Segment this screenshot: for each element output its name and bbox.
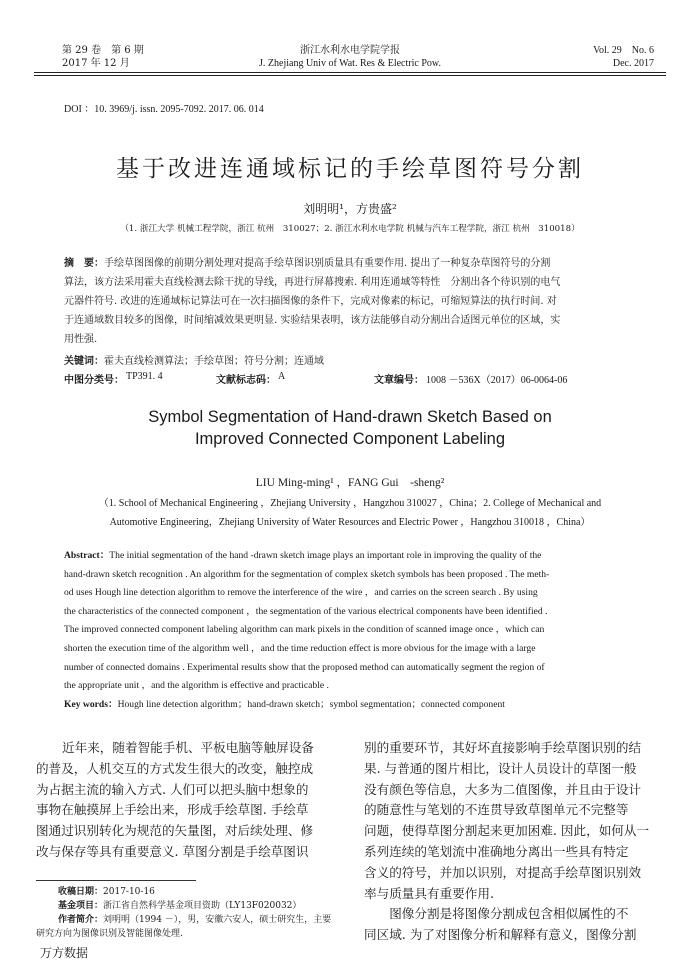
watermark: 万方数据 xyxy=(40,946,89,960)
body-line: 含义的符号，并加以识别，对提高手绘草图识别效 xyxy=(364,864,642,880)
received-value: 2017-10-16 xyxy=(103,887,155,897)
body-line: 果. 与普通的图片相比，设计人员设计的草图一般 xyxy=(364,760,637,776)
author-label: 作者简介： xyxy=(58,915,104,925)
footnote-author xyxy=(36,913,338,927)
keywords-cn-label: 关键词： xyxy=(64,356,104,367)
body-line: 系列连续的笔划流中准确地分离出一些具有特定 xyxy=(364,843,629,859)
abstract-en-line: hand-drawn sketch recognition . An algorithm for the segmentation of complex sketch symbols has been proposed . The meth- xyxy=(64,568,550,580)
body-line: 图像分割是将图像分割成包含相似属性的不 xyxy=(364,906,629,922)
abstract-en-line xyxy=(64,547,638,566)
footnote-rule xyxy=(36,880,196,881)
title-en-line: Improved Connected Component Labeling xyxy=(194,430,506,448)
body-line: 改与保存等具有重要意义. 草图分割是手绘草图识 xyxy=(36,843,309,859)
footnote-author-cont: 研究方向为图像识别及智能图像处理. xyxy=(36,929,183,939)
affiliations-en xyxy=(30,494,670,532)
title-cn: 基于改进连通域标记的手绘草图符号分割 xyxy=(116,156,584,182)
body-line: 问题，使得草图分割起来更加困难. 因此，如何从一 xyxy=(364,823,650,839)
abstract-cn-line: 用性强. xyxy=(64,334,98,345)
fund-value: 浙江省自然科学基金项目资助（LY13F020032） xyxy=(103,901,302,911)
affiliations-en-line: （1. School of Mechanical Engineering ，Zhejiang University ，Hangzhou 310027 ，China；2. College of Mechanical and xyxy=(98,498,602,509)
fund-label: 基金项目： xyxy=(58,901,104,911)
abstract-en-line: the characteristics of the connected component ，the segmentation of the various electrical components have been identified . xyxy=(64,605,548,617)
doc-code-label: 文献标志码： xyxy=(216,375,276,386)
authors-cn: 刘明明¹，方贵盛² xyxy=(303,202,397,216)
header-rule-top xyxy=(34,72,666,73)
abstract-en-line: number of connected domains . Experimental results show that the proposed method can automatically segment the region of xyxy=(64,661,545,673)
clc-value: TP391. 4 xyxy=(126,371,163,382)
keywords-en-label: Key words： xyxy=(64,699,118,710)
article-no-value: 1008 －536X（2017）06-0064-06 xyxy=(426,375,568,386)
body-line: 率与质量具有重要作用. xyxy=(364,885,494,901)
keywords-en-text: Hough line detection algorithm；hand-drawn sketch；symbol segmentation；connected component xyxy=(117,699,505,710)
abstract-cn-label: 摘 要： xyxy=(64,258,104,269)
abstract-cn-line: 算法，该方法采用霍夫直线检测去除干扰的导线，再进行屏幕搜索. 利用连通域等特性 分割出各个待识别的电气 xyxy=(64,277,561,288)
body-line: 图通过识别转化为规范的矢量图，对后续处理、修 xyxy=(36,823,314,839)
header-volume: 第 29 卷 第 6 期 xyxy=(62,45,144,56)
keywords-cn-text: 霍夫直线检测算法；手绘草图；符号分割；连通域 xyxy=(104,356,324,367)
clc-label: 中图分类号： xyxy=(64,375,124,386)
footnote-received xyxy=(36,885,338,899)
received-label: 收稿日期： xyxy=(58,887,104,897)
body-line: 的随意性与笔划的不连贯导致草图单元不完整等 xyxy=(364,802,629,818)
abstract-en xyxy=(64,547,638,696)
header-journal-cn: 浙江水利水电学院学报 xyxy=(300,45,400,56)
article-no-label: 文章编号： xyxy=(374,375,424,386)
abstract-cn-line xyxy=(64,254,638,273)
body-line: 为占据主流的输入方式. 人们可以把头脑中想象的 xyxy=(36,781,309,797)
footnote-fund xyxy=(36,899,338,913)
body-line: 事物在触摸屏上手绘出来，形成手绘草图. 手绘草 xyxy=(36,802,309,818)
abstract-cn-line: 于连通域数目较多的图像，时间缩减效果更明显. 实验结果表明，该方法能够自动分割出合适图元单位的区域，实 xyxy=(64,315,561,326)
abstract-en-text: The initial segmentation of the hand -drawn sketch image plays an important role in improving the quality of the xyxy=(109,550,542,561)
header-volume-en: Vol. 29 No. 6 xyxy=(593,45,654,56)
header-rule-bottom xyxy=(34,75,666,76)
body-line: 没有颜色等信息，大多为二值图像，并且由于设计 xyxy=(364,781,642,797)
abstract-cn-line: 元器件符号. 改进的连通域标记算法可在一次扫描图像的条件下，完成对像素的标记，可缩短算法的执行时间. 对 xyxy=(64,296,557,307)
body-line: 同区域. 为了对图像分析和解释有意义，图像分割 xyxy=(364,927,637,943)
affiliations-en-line: Automotive Engineering，Zhejiang University of Water Resources and Electric Power ，Hangzhou 310018 ，China） xyxy=(109,517,591,528)
doi: DOI ：10. 3969/j. issn. 2095-7092. 2017. 06. 014 xyxy=(64,104,264,115)
header-date-cn: 2017 年 12 月 xyxy=(62,58,130,69)
abstract-cn-text: 手绘草图图像的前期分割处理对提高手绘草图识别质量具有重要作用. 提出了一种复杂草图符号的分割 xyxy=(104,258,551,269)
footnotes xyxy=(36,885,338,941)
body-line: 别的重要环节，其好坏直接影响手绘草图识别的结 xyxy=(364,740,642,755)
abstract-en-label: Abstract： xyxy=(64,550,110,561)
title-en-line: Symbol Segmentation of Hand-drawn Sketch Based on xyxy=(148,408,552,426)
abstract-en-line: shorten the execution time of the algorithm well ，and the time reduction effect is more obvious for the image with a large xyxy=(64,642,536,654)
abstract-en-line: the appropriate unit ，and the algorithm is effective and practicable . xyxy=(64,680,329,692)
abstract-en-line: od uses Hough line detection algorithm to remove the interference of the wire ，and carries on the screen search . By using xyxy=(64,587,538,599)
body-line: 近年来，随着智能手机、平板电脑等触屏设备 xyxy=(62,740,314,755)
body-line: 的普及，人机交互的方式发生很大的改变，触控成 xyxy=(36,760,314,776)
header-date-en: Dec. 2017 xyxy=(612,58,654,69)
body-column-left xyxy=(36,738,338,863)
authors-en: LIU Ming-ming¹ ，FANG Gui -sheng² xyxy=(255,477,445,489)
author-value: 刘明明（1994 －），男，安徽六安人，硕士研究生，主要 xyxy=(103,915,332,925)
keywords-cn xyxy=(64,352,324,367)
keywords-en xyxy=(64,696,505,710)
affiliations-cn: （1. 浙江大学 机械工程学院，浙江 杭州 310027；2. 浙江水利水电学院 机械与汽车工程学院，浙江 杭州 310018） xyxy=(120,224,580,234)
abstract-en-line: The improved connected component labeling algorithm can mark pixels in the condition of scanned image once ，which can xyxy=(64,624,545,636)
abstract-cn xyxy=(64,254,638,349)
header-journal-en: J. Zhejiang Univ of Wat. Res & Electric Pow. xyxy=(259,58,441,69)
body-column-right xyxy=(364,738,666,946)
title-en xyxy=(0,406,700,450)
doc-code-value: A xyxy=(278,371,286,382)
